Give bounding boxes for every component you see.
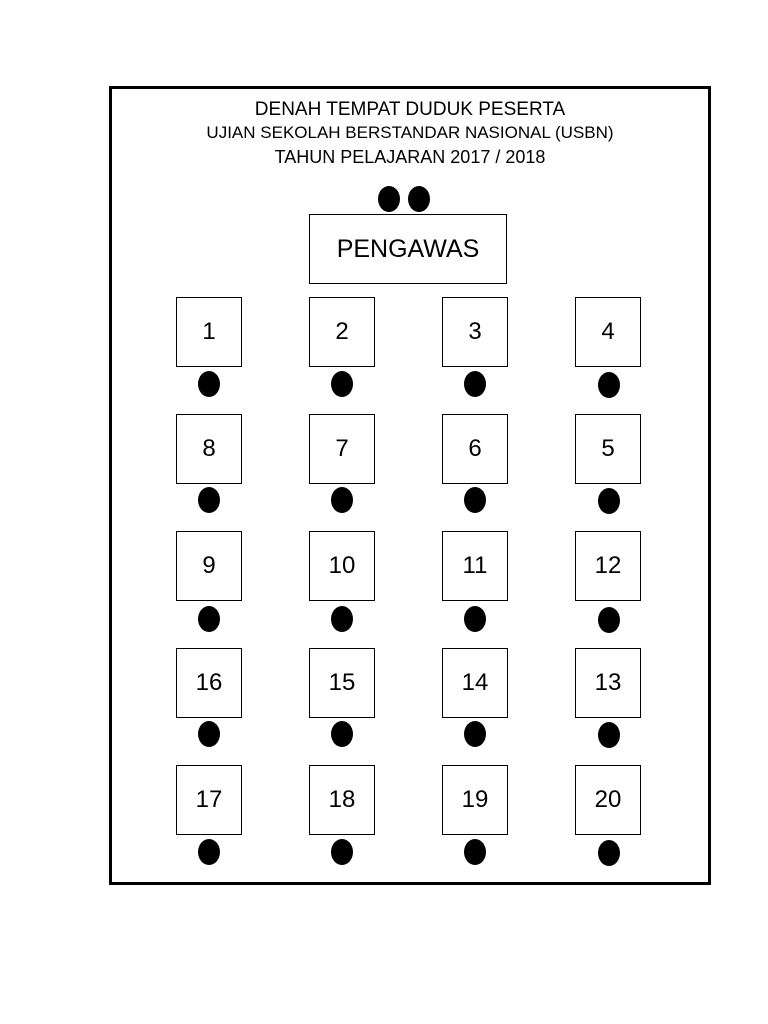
student-chair xyxy=(331,606,353,632)
seat-desk xyxy=(442,531,508,601)
student-chair xyxy=(598,722,620,748)
student-chair xyxy=(198,839,220,865)
student-chair xyxy=(198,721,220,747)
seat-number: 12 xyxy=(594,552,622,579)
seat-desk xyxy=(575,648,641,718)
supervisor-chair-1 xyxy=(378,186,400,212)
seat-desk xyxy=(442,414,508,484)
seat-number: 17 xyxy=(195,786,223,813)
seat-desk xyxy=(575,531,641,601)
seat-number: 18 xyxy=(328,786,356,813)
seat-number: 3 xyxy=(468,318,482,345)
seat-number: 7 xyxy=(335,435,349,462)
seat-desk xyxy=(442,297,508,367)
seat-desk xyxy=(575,414,641,484)
seat-number: 8 xyxy=(202,435,216,462)
student-chair xyxy=(464,839,486,865)
student-chair xyxy=(464,371,486,397)
academic-year: TAHUN PELAJARAN 2017 / 2018 xyxy=(274,147,546,167)
seat-number: 11 xyxy=(462,552,488,579)
student-chair xyxy=(464,721,486,747)
seat-desk xyxy=(176,648,242,718)
student-chair xyxy=(598,607,620,633)
seat-desk xyxy=(575,765,641,835)
seat-number: 9 xyxy=(202,552,216,579)
student-chair xyxy=(198,487,220,513)
student-chair xyxy=(598,840,620,866)
seat-desk xyxy=(309,297,375,367)
seat-number: 6 xyxy=(468,435,482,462)
seat-number: 15 xyxy=(328,669,356,696)
seat-desk xyxy=(176,531,242,601)
seat-desk xyxy=(176,414,242,484)
student-chair xyxy=(598,372,620,398)
supervisor-desk xyxy=(309,214,507,284)
seat-number: 10 xyxy=(328,552,356,579)
seat-desk xyxy=(309,648,375,718)
seat-number: 20 xyxy=(594,786,622,813)
seat-desk xyxy=(442,765,508,835)
student-chair xyxy=(331,487,353,513)
seat-number: 19 xyxy=(461,786,489,813)
seat-number: 16 xyxy=(195,669,223,696)
student-chair xyxy=(331,721,353,747)
exam-name: UJIAN SEKOLAH BERSTANDAR NASIONAL (USBN) xyxy=(206,123,614,142)
supervisor-chair-2 xyxy=(408,186,430,212)
seat-number: 2 xyxy=(335,318,349,345)
student-chair xyxy=(464,487,486,513)
seat-desk xyxy=(309,531,375,601)
seat-desk xyxy=(176,765,242,835)
seat-desk xyxy=(309,414,375,484)
student-chair xyxy=(464,606,486,632)
seat-number: 4 xyxy=(601,318,615,345)
student-chair xyxy=(598,488,620,514)
student-chair xyxy=(331,371,353,397)
plan-title: DENAH TEMPAT DUDUK PESERTA xyxy=(254,99,566,120)
seat-desk xyxy=(309,765,375,835)
student-chair xyxy=(198,371,220,397)
seat-number: 14 xyxy=(461,669,489,696)
student-chair xyxy=(331,839,353,865)
seat-number: 13 xyxy=(594,669,622,696)
supervisor-label: PENGAWAS xyxy=(336,234,480,263)
seat-desk xyxy=(442,648,508,718)
seat-number: 5 xyxy=(601,435,615,462)
student-chair xyxy=(198,606,220,632)
seat-number: 1 xyxy=(202,318,216,345)
seat-desk xyxy=(176,297,242,367)
seat-desk xyxy=(575,297,641,367)
